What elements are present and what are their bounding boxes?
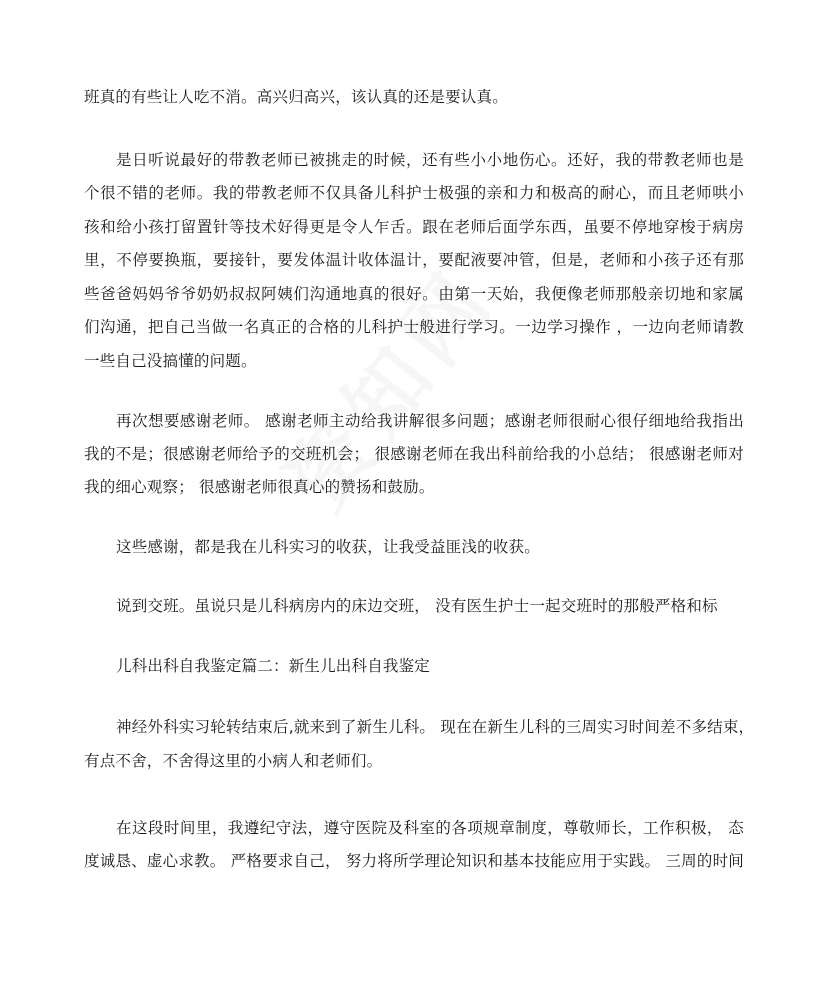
- text-line: 们沟通，把自己当做一名真正的合格的儿科护士般进行学习。一边学习操作 ，一边向老师请教: [84, 318, 744, 336]
- text-line: 班真的有些让人吃不消。高兴归高兴，该认真的还是要认真。: [84, 88, 508, 106]
- text-line: 孩和给小孩打留置针等技术好得更是令人乍舌。跟在老师后面学东西，虽要不停地穿梭于病房: [84, 218, 744, 236]
- text-line: 神经外科实习轮转结束后,就来到了新生儿科。 现在在新生儿科的三周实习时间差不多结束，: [116, 718, 755, 736]
- text-line: 有点不舍，不舍得这里的小病人和老师们。: [84, 752, 383, 770]
- text-line: 我的不是；很感谢老师给予的交班机会； 很感谢老师在我出科前给我的小总结； 很感谢老师对: [84, 445, 744, 463]
- text-line: 说到交班。虽说只是儿科病房内的床边交班， 没有医生护士一起交班时的那般严格和标: [116, 597, 718, 615]
- section-heading: 儿科出科自我鉴定篇二：新生儿出科自我鉴定: [116, 657, 431, 675]
- text-line: 度诚恳、虚心求教。 严格要求自己， 努力将所学理论知识和基本技能应用于实践。 三周的时间: [84, 852, 744, 870]
- text-line: 一些自己没搞懂的问题。: [84, 352, 257, 370]
- text-line: 这些感谢，都是我在儿科实习的收获，让我受益匪浅的收获。: [116, 538, 540, 556]
- text-line: 个很不错的老师。我的带教老师不仅具备儿科护士极强的亲和力和极高的耐心，而且老师哄小: [84, 184, 744, 202]
- text-line: 些爸爸妈妈爷爷奶奶叔叔阿姨们沟通地真的很好。由第一天始，我便像老师那般亲切地和家属: [84, 285, 744, 303]
- text-line: 里，不停要换瓶，要接针，要发体温计收体温计，要配液要冲管，但是，老师和小孩子还有那: [84, 251, 744, 269]
- text-line: 我的细心观察； 很感谢老师很真心的赞扬和鼓励。: [84, 478, 435, 496]
- text-line: 在这段时间里，我遵纪守法，遵守医院及科室的各项规章制度，尊敬师长，工作积极， 态: [116, 819, 744, 837]
- text-line: 再次想要感谢老师。 感谢老师主动给我讲解很多问题；感谢老师很耐心很仔细地给我指出: [116, 412, 744, 430]
- text-line: 是日听说最好的带教老师已被挑走的时候，还有些小小地伤心。还好，我的带教老师也是: [116, 151, 744, 169]
